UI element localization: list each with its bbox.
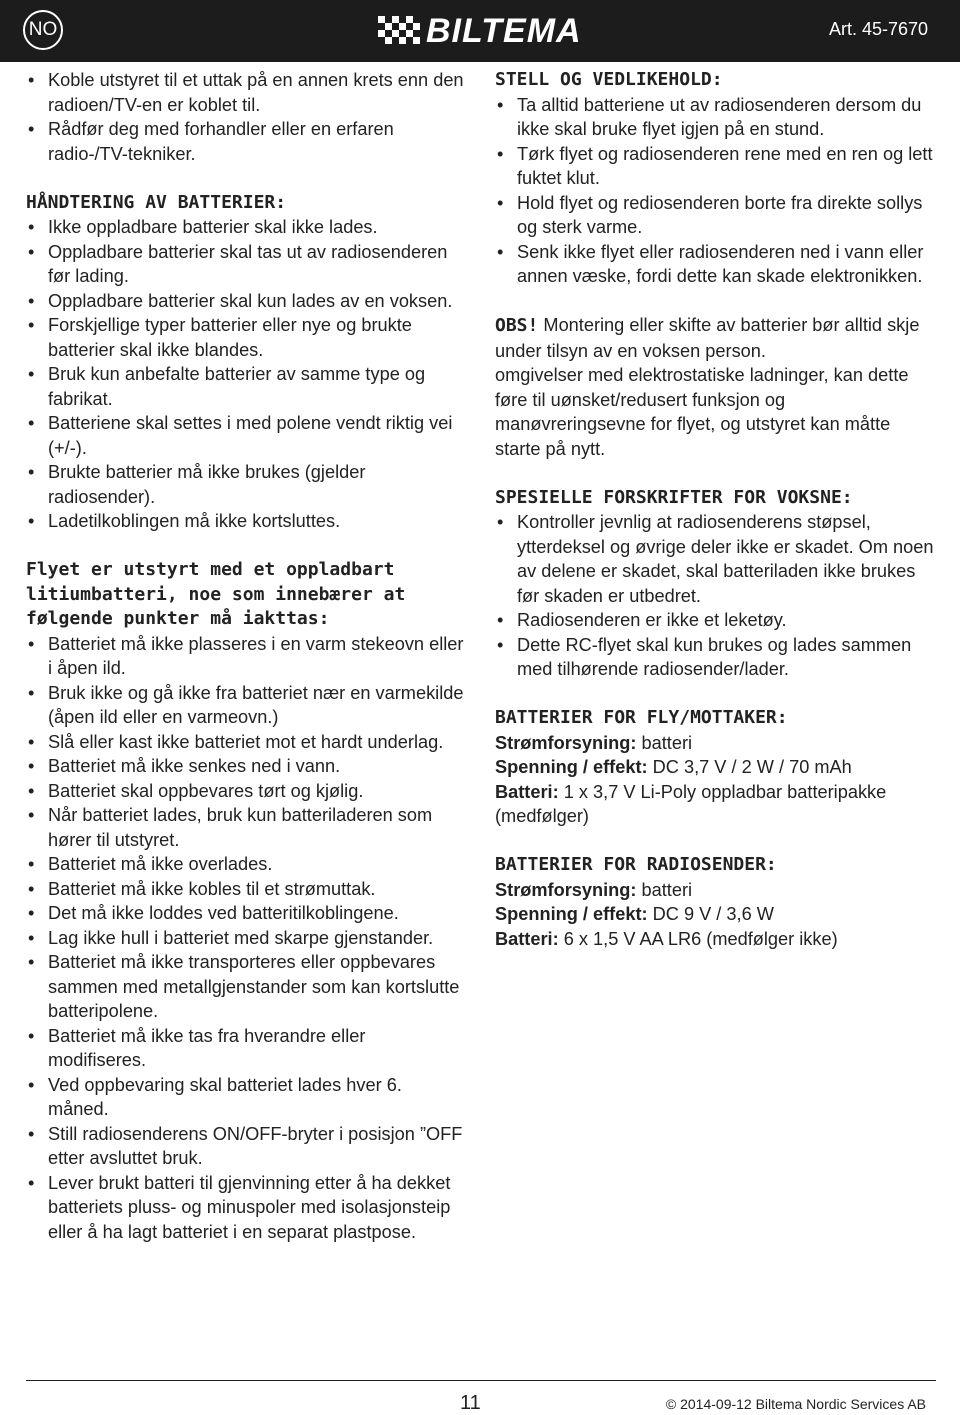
list-item: • Batteriet må ikke transporteres eller oppbevares sammen med metallgjenstander som kan kortslutte batteripolene. (26, 950, 466, 1024)
plane-spec-row (495, 780, 935, 829)
obs-text: Montering eller skifte av batterier bør alltid skje under tilsyn av en voksen person. (495, 315, 920, 361)
plane-spec-row (495, 755, 935, 780)
lithium-battery-list (26, 632, 466, 1245)
right-column (495, 68, 935, 951)
list-item: • Batteriet må ikke kobles til et strømuttak. (26, 877, 466, 902)
list-item: • Lever brukt batteri til gjenvinning etter å ha dekket batteriets pluss- og minuspoler med isolasjonsteip eller å ha lagt batteriet i en separat plastpose. (26, 1171, 466, 1245)
list-item: • Oppladbare batterier skal tas ut av radiosenderen før lading. (26, 240, 466, 289)
obs-paragraph (495, 313, 935, 363)
brand-logo (378, 13, 582, 49)
obs-paragraph-2: omgivelser med elektrostatiske ladninger, kan dette føre til uønsket/redusert funksjon og manøvreringsevne for flyet, og utstyret kan måtte starte på nytt. (495, 365, 909, 459)
spec-label: Spenning / effekt: (495, 757, 648, 777)
list-item: • Batteriet skal oppbevares tørt og kjølig. (26, 779, 466, 804)
list-item: • Ikke oppladbare batterier skal ikke lades. (26, 215, 466, 240)
care-list (495, 93, 935, 289)
list-item: • Bruk kun anbefalte batterier av samme type og fabrikat. (26, 362, 466, 411)
list-item: • Ladetilkoblingen må ikke kortsluttes. (26, 509, 466, 534)
battery-handling-list (26, 215, 466, 534)
article-number: Art. 45-7670 (828, 19, 928, 39)
transmitter-spec-row (495, 902, 935, 927)
footer-divider (26, 1380, 936, 1381)
list-item: • Ved oppbevaring skal batteriet lades hver 6. måned. (26, 1073, 466, 1122)
spec-label: Strømforsyning: (495, 879, 637, 900)
list-item: • Still radiosenderens ON/OFF-bryter i posisjon ”OFF etter avsluttet bruk. (26, 1122, 466, 1171)
list-item: • Det må ikke loddes ved batteritilkoblingene. (26, 901, 466, 926)
list-item: • Batteriene skal settes i med polene vendt riktig vei (+/-). (26, 411, 466, 460)
spec-value: DC 9 V / 3,6 W (647, 904, 774, 924)
transmitter-spec-row (495, 927, 935, 952)
left-column (26, 68, 466, 1244)
checkered-flag-icon (378, 16, 422, 46)
list-item: • Radiosenderen er ikke et leketøy. (495, 608, 935, 633)
spec-value: batteri (636, 879, 693, 900)
page-number: 11 (460, 1392, 481, 1414)
language-badge: NO (23, 10, 63, 50)
list-item: • Dette RC-flyet skal kun brukes og lades sammen med tilhørende radiosender/lader. (495, 633, 935, 682)
list-item: • Kontroller jevnlig at radiosenderens støpsel, ytterdeksel og øvrige deler ikke er skadet. Om noen av delene er skadet, skal batteriladen ikke brukes før skaden er utbedret. (495, 510, 935, 608)
list-item: • Batteriet må ikke tas fra hverandre eller modifiseres. (26, 1024, 466, 1073)
list-item: • Batteriet må ikke senkes ned i vann. (26, 754, 466, 779)
battery-handling-title: HÅNDTERING AV BATTERIER: (26, 191, 287, 213)
plane-battery-title: BATTERIER FOR FLY/MOTTAKER: (495, 707, 788, 728)
list-item: • Koble utstyret til et uttak på en annen krets enn den radioen/TV-en er koblet til. (26, 68, 466, 117)
page-header (0, 0, 960, 62)
list-item: • Rådfør deg med forhandler eller en erfaren radio-/TV-tekniker. (26, 117, 466, 166)
spec-label: Batteri: (495, 928, 559, 949)
spec-value: 6 x 1,5 V AA LR6 (medfølger ikke) (558, 928, 838, 949)
plane-spec-row (495, 731, 935, 756)
list-item: • Forskjellige typer batterier eller nye og brukte batterier skal ikke blandes. (26, 313, 466, 362)
list-item: • Lag ikke hull i batteriet med skarpe gjenstander. (26, 926, 466, 951)
list-item: • Brukte batterier må ikke brukes (gjelder radiosender). (26, 460, 466, 509)
list-item: • Når batteriet lades, bruk kun batteriladeren som hører til utstyret. (26, 803, 466, 852)
list-item: • Tørk flyet og radiosenderen rene med en ren og lett fuktet klut. (495, 142, 935, 191)
list-item: • Oppladbare batterier skal kun lades av en voksen. (26, 289, 466, 314)
intro-list (26, 68, 466, 166)
adult-rules-list (495, 510, 935, 682)
transmitter-battery-title: BATTERIER FOR RADIOSENDER: (495, 854, 777, 875)
care-title: STELL OG VEDLIKEHOLD: (495, 69, 723, 90)
list-item: • Ta alltid batteriene ut av radiosenderen dersom du ikke skal bruke flyet igjen på en stund. (495, 93, 935, 142)
spec-label: Batteri: (495, 781, 559, 802)
spec-label: Strømforsyning: (495, 732, 637, 753)
brand-name: BILTEMA (426, 11, 582, 50)
list-item: • Senk ikke flyet eller radiosenderen ned i vann eller annen væske, fordi dette kan skade elektronikken. (495, 240, 935, 289)
transmitter-spec-row (495, 878, 935, 903)
adult-rules-title: SPESIELLE FORSKRIFTER FOR VOKSNE: (495, 486, 853, 508)
list-item: • Hold flyet og rediosenderen borte fra direkte sollys og sterk varme. (495, 191, 935, 240)
copyright: © 2014-09-12 Biltema Nordic Services AB (665, 1396, 926, 1412)
spec-value: DC 3,7 V / 2 W / 70 mAh (647, 757, 852, 777)
list-item: • Bruk ikke og gå ikke fra batteriet nær en varmekilde (åpen ild eller en varmeovn.) (26, 681, 466, 730)
spec-value: batteri (636, 732, 693, 753)
spec-value: 1 x 3,7 V Li-Poly oppladbar batteripakke (medfølger) (495, 781, 887, 826)
list-item: • Batteriet må ikke plasseres i en varm stekeovn eller i åpen ild. (26, 632, 466, 681)
obs-label: OBS! (495, 315, 539, 336)
list-item: • Batteriet må ikke overlades. (26, 852, 466, 877)
list-item: • Slå eller kast ikke batteriet mot et hardt underlag. (26, 730, 466, 755)
lithium-battery-title: Flyet er utstyrt med et oppladbart litiumbatteri, noe som innebærer at følgende punkter må iakttas: (26, 559, 406, 629)
spec-label: Spenning / effekt: (495, 904, 648, 924)
